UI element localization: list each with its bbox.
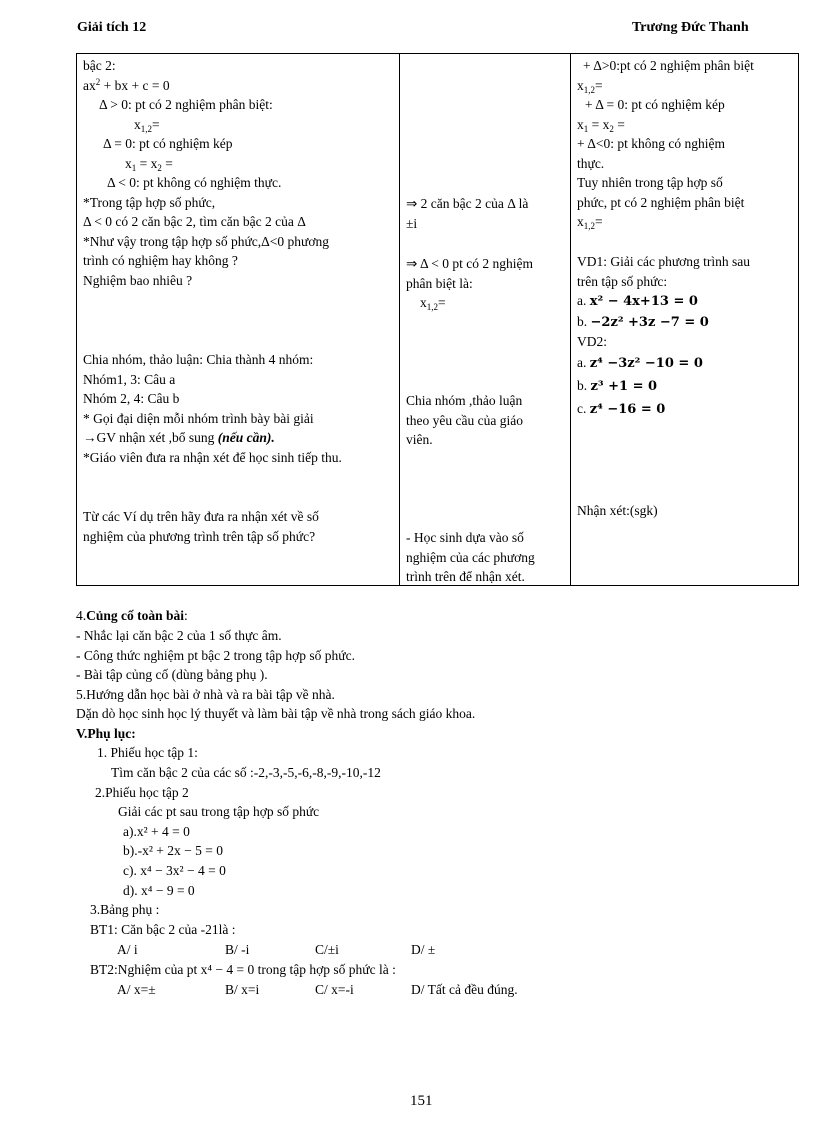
line: nghiệm của các phương: [406, 549, 535, 565]
line: theo yêu cầu của giáo: [406, 412, 523, 428]
header-left: Giải tích 12: [77, 20, 147, 35]
bt1-question: BT1: Căn bậc 2 của -21là :: [90, 922, 236, 937]
bt2-question: BT2:Nghiệm của pt x⁴ − 4 = 0 trong tập hợp số phức là :: [90, 962, 396, 977]
section5-title: 5.Hướng dẫn học bài ở nhà và ra bài tập về nhà.: [76, 687, 335, 702]
section4-line: - Công thức nghiệm pt bậc 2 trong tập hợp số phức.: [76, 648, 355, 663]
line: + Δ>0:pt có 2 nghiệm phân biệt: [583, 58, 754, 73]
line: trên tập số phức:: [577, 273, 668, 289]
header-right: Trương Đức Thanh: [632, 20, 749, 35]
worksheet2-title: 2.Phiếu học tập 2: [95, 785, 189, 800]
c3-vd1: [577, 252, 787, 421]
root-formula: $x_1 = x_2$ =: [577, 116, 625, 134]
line: *Giáo viên đưa ra nhận xét để học sinh tiếp thu.: [83, 449, 342, 465]
line: *Trong tập hợp số phức,: [83, 194, 216, 210]
worksheet2-item: b).-x² + 2x − 5 = 0: [123, 843, 224, 858]
bt1-option-c: C/±i: [315, 942, 339, 957]
line: thực.: [577, 155, 605, 171]
board-title: 3.Bảng phụ :: [90, 902, 160, 917]
lesson-table: [76, 53, 799, 586]
c3-block1: [577, 56, 792, 232]
vd1-title: VD1: Giải các phương trình sau: [577, 254, 751, 269]
worksheet2-item: a).x² + 4 = 0: [123, 824, 190, 839]
worksheet1-title: 1. Phiếu học tập 1:: [97, 745, 198, 760]
worksheet2-item: d). x⁴ − 9 = 0: [123, 883, 195, 898]
line: phân biệt là:: [406, 275, 473, 291]
line: Δ > 0: pt có 2 nghiệm phân biệt:: [99, 97, 273, 112]
c2-block3: [406, 391, 523, 450]
vd2-title: VD2:: [577, 334, 607, 349]
section4-line: - Bài tập củng cố (dùng bảng phụ ).: [76, 667, 268, 682]
line: Δ < 0 có 2 căn bậc 2, tìm căn bậc 2 của Δ: [83, 214, 306, 229]
worksheet2-text: Giải các pt sau trong tập hợp số phức: [118, 804, 320, 819]
c1-block3: [83, 507, 388, 546]
line: trình trên để nhận xét.: [406, 569, 525, 584]
page-number: 151: [410, 1093, 433, 1109]
vd2-item-b: b. z³ +1 = 0: [577, 377, 658, 394]
c1-block1: [83, 56, 393, 290]
student-column: [400, 54, 571, 586]
line: Chia nhóm, thảo luận: Chia thành 4 nhóm:: [83, 352, 314, 367]
remark: Nhận xét:(sgk): [577, 503, 658, 518]
line: Tuy nhiên trong tập hợp số: [577, 175, 723, 190]
vd1-item-a: a. x² − 4x+13 = 0: [577, 293, 698, 309]
line: Δ = 0: pt có nghiệm kép: [103, 136, 233, 151]
bt1-option-d: D/ ±: [411, 942, 436, 957]
line: ⇒ 2 căn bậc 2 của Δ là: [406, 196, 529, 211]
line: Nhóm 2, 4: Câu b: [83, 391, 180, 406]
line: →GV nhận xét ,bổ sung (nếu cần).: [83, 430, 275, 445]
line: + Δ<0: pt không có nghiệm: [577, 136, 726, 151]
bt1-option-b: B/ -i: [225, 942, 250, 957]
worksheet2-item: c). x⁴ − 3x² − 4 = 0: [123, 863, 226, 878]
bt2-option-d: D/ Tất cả đều đúng.: [411, 982, 518, 997]
line: - Học sinh dựa vào số: [406, 530, 524, 545]
root-formula: $x_{1,2}=$: [134, 116, 160, 134]
root-formula: $x_{1,2}=$: [577, 214, 603, 231]
line: Nhóm1, 3: Câu a: [83, 371, 176, 387]
line: bậc 2:: [83, 58, 116, 73]
root-formula: $x_{1,2}=$: [577, 77, 603, 95]
c2-block1: [406, 194, 528, 233]
worksheet1-text: Tìm căn bậc 2 của các số :-2,-3,-5,-6,-8,-9,-10,-12: [111, 765, 381, 780]
vd2-item-c: c. z⁴ −16 = 0: [577, 400, 666, 417]
root-formula: $x_{1,2}=$: [420, 295, 446, 312]
teacher-column: [77, 54, 400, 586]
line: ⇒ Δ < 0 pt có 2 nghiệm: [406, 256, 533, 271]
line: Nghiệm bao nhiêu ?: [83, 272, 193, 288]
line: phức, pt có 2 nghiệm phân biệt: [577, 194, 745, 210]
quadratic-eq: $ax^2$ + bx + c = 0: [83, 76, 170, 93]
line: * Gọi đại diện mỗi nhóm trình bày bài giải: [83, 410, 314, 426]
line: ±i: [406, 215, 418, 231]
bt2-option-b: B/ x=i: [225, 982, 260, 997]
root-formula: $x_1 = x_2$ =: [125, 155, 173, 173]
line: trình có nghiệm hay không ?: [83, 253, 238, 268]
section5-text: Dặn dò học sinh học lý thuyết và làm bài tập về nhà trong sách giáo khoa.: [76, 706, 476, 721]
line: Chia nhóm ,thảo luận: [406, 393, 523, 408]
bt2-option-c: C/ x=-i: [315, 982, 354, 997]
content-column: [571, 54, 799, 586]
bt1-option-a: A/ i: [117, 942, 138, 957]
line: *Như vậy trong tập hợp số phức,Δ<0 phương: [83, 233, 329, 249]
line: nghiệm của phương trình trên tập số phức?: [83, 528, 316, 544]
c1-block2: [83, 350, 388, 467]
appendix-title: V.Phụ lục:: [76, 726, 136, 741]
line: Từ các Ví dụ trên hãy đưa ra nhận xét về số: [83, 509, 319, 524]
c2-block2: [406, 254, 533, 313]
vd1-item-b: b. −2z² +3z −7 = 0: [577, 313, 709, 330]
line: viên.: [406, 432, 433, 447]
line: Δ < 0: pt không có nghiệm thực.: [107, 175, 282, 190]
section4-title: 4.Củng cố toàn bài:: [76, 608, 188, 623]
section4-line: - Nhắc lại căn bậc 2 của 1 số thực âm.: [76, 628, 282, 643]
c2-block4: [406, 528, 535, 587]
line: + Δ = 0: pt có nghiệm kép: [585, 97, 725, 112]
vd2-item-a: a. z⁴ −3z² −10 = 0: [577, 354, 703, 371]
bt2-option-a: A/ x=±: [117, 982, 156, 997]
